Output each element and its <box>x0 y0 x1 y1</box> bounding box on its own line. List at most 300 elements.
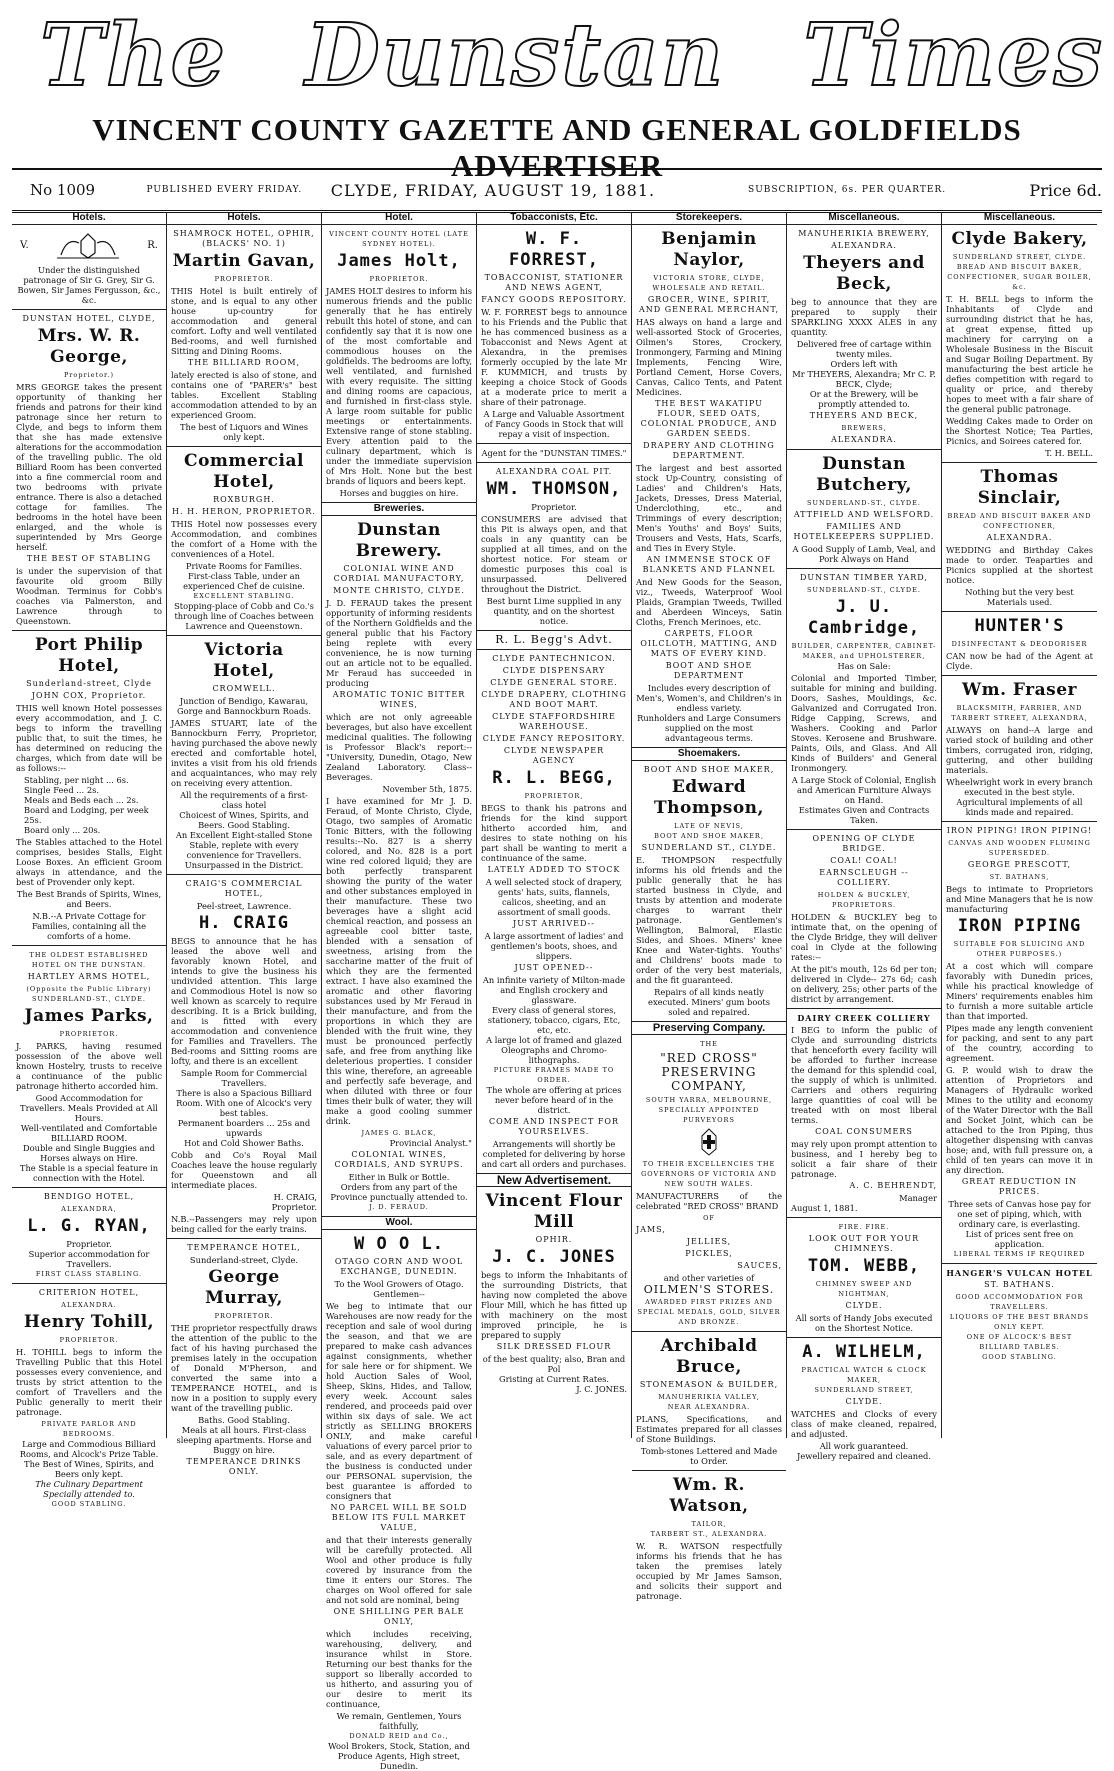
business-description: BREAD AND BISCUIT BAKER AND CONFECTIONER, <box>947 512 1092 530</box>
advert-subheading: COME AND INSPECT FOR YOURSELVES. <box>489 1117 619 1136</box>
store-name: CLYDE GENERAL STORE. <box>490 678 618 687</box>
hotel-address: (Opposite the Public Library) SUNDERLAND-ST., CLYDE. <box>26 985 152 1003</box>
advert-line: Well-ventilated and Comfortable BILLIARD ROOM. <box>20 1123 158 1143</box>
advert-signature: JAMES G. BLACK, <box>361 1129 437 1137</box>
hotel-name: BENDIGO HOTEL, <box>43 1192 135 1201</box>
advert-line: Wheelwright work in every branch executed in the best style. <box>946 777 1093 797</box>
advert-line: Good Accommodation for Travellers. Meals Provided at All Hours. <box>20 1093 158 1123</box>
business-name: Edward Thompson, <box>654 777 764 818</box>
advert-line: Jewellery repaired and cleaned. <box>797 1451 931 1461</box>
tariff-item: Single Feed ... 2s. <box>24 785 99 795</box>
advert-body: HOLDEN & BUCKLEY beg to intimate that, on the opening of the Clyde Bridge, they will deliver coal in Clyde at the following rates:-- <box>791 912 937 962</box>
business-address: CLYDE. <box>845 1397 883 1406</box>
advert-signature: T. H. BELL. <box>1045 448 1093 458</box>
hotel-name: HARTLEY ARMS HOTEL, <box>27 972 151 981</box>
advert-body: Colonial and Imported Timber, suitable for mining and building. Doors, Sashes, Mouldings, &c. Galvanized and Corrugated Iron. Ridge Capping, Screws, and Washers. Cooking and Parlor Stoves. Kerosene and Brushware. Paints, Oils, and Glass. And All Kinds of Builders' and General Ironmongery. <box>791 673 937 773</box>
advert-line: Horses and buggies on hire. <box>339 488 459 498</box>
divider <box>167 1238 321 1239</box>
advert-line: Wool Brokers, Stock, Station, and Produce Agents, High street, Dunedin. <box>328 1741 470 1771</box>
business-name: Wm. R. Watson, <box>669 1475 749 1516</box>
advert-body: We beg to intimate that our Warehouses are now ready for the reception and sale of wool during the season, and that we are prepared to make cash advances against consignments, whether for sale here or for shipment. We hold Auction Sales of Wool, Sheep, Skins, Hides, and Tallow, every week. Account sales rendered, and proceeds paid over within six days of sale. We act strictly as SELLING BROKERS ONLY, and make careful valuations of every parcel prior to sale, and as every department of the business is conducted under our PERSONAL supervision, the best guarantee is afforded to consigners that <box>326 1301 472 1501</box>
hotel-name: SHAMROCK HOTEL, OPHIR, (BLACKS' NO. 1) <box>173 229 315 248</box>
advert-body: Pipes made any length convenient for packing, and sent to any part of the country, according to agreement. <box>946 1023 1093 1063</box>
advert-body: HAS always on hand a large and well-assorted Stock of Groceries, Oilmen's Stores, Crockery, Ironmongery, Farming and Mining Implements, Fencing Wire, Portland Cement, Horse Covers, Canvas, Calico Tents, and Patent Medicines. <box>636 317 782 397</box>
advert-subheading: JUST ARRIVED-- <box>513 919 595 928</box>
advert-line: Nothing but the very best Materials used. <box>965 587 1074 607</box>
advert-line: LIBERAL TERMS IF REQUIRED <box>953 1250 1086 1258</box>
divider <box>787 568 941 569</box>
advert-subheading: DRAPERY AND CLOTHING DEPARTMENT. <box>643 441 775 460</box>
business-address: ST. BATHANS, <box>989 873 1050 881</box>
advert-line: CANVAS AND WOODEN FLUMING SUPERSEDED. <box>948 839 1091 857</box>
advert-line: Baths. Good Stabling. <box>198 1415 290 1425</box>
divider <box>787 1337 941 1338</box>
business-name: HUNTER'S <box>974 616 1065 636</box>
business-description: BOOT AND SHOE MAKER, <box>654 832 764 840</box>
advert-signature: J. C. JONES. <box>576 1384 627 1394</box>
advert-subheading: COAL! COAL! <box>830 856 898 865</box>
advert-subheading: AN IMMENSE STOCK OF BLANKETS AND FLANNEL <box>642 555 776 574</box>
advert-signature: ALEXANDRA. <box>831 435 897 444</box>
store-name: CLYDE DRAPERY, CLOTHING AND BOOT MART. <box>481 690 627 709</box>
business-description: BUILDER, CARPENTER, CABINET-MAKER, and UPHOLSTERER, <box>791 642 937 660</box>
advert-subheading: OPENING OF CLYDE BRIDGE. <box>812 834 916 853</box>
advert-body: THIS Hotel now possesses every Accommodation, and combines the comfort of a Home with the conveniences of a Hotel. <box>171 519 317 559</box>
advert-body: beg to announce that they are prepared to supply their SPARKLING XXXX ALES in any quantity. <box>791 297 937 337</box>
advert-line: All work guaranteed. <box>819 1441 909 1451</box>
divider <box>477 443 631 444</box>
advert-line: Hot and Cold Shower Baths. <box>184 1138 304 1148</box>
proprietor-name: Martin Gavan, <box>172 251 316 271</box>
hotel-name: TEMPERANCE HOTEL, <box>187 1243 301 1252</box>
advert-body: is under the supervision of that favourite old groom Billy Woodman. Terminus for Cobb's coaches via Palmerston, and Lawrence through to Queenstown. <box>16 566 162 626</box>
advert-line: GOOD ACCOMMODATION FOR TRAVELLERS. <box>955 1293 1084 1311</box>
advert-body: and that their interests generally will be carefully protected. All Wool and other produce is fully covered by insurance from the time it enters our Stores. The charges on Wool offered for sale and not sold are nominal, being <box>326 1535 472 1605</box>
advert-line: Or at the Brewery, will be promptly attended to. <box>809 389 919 409</box>
business-description: STONEMASON & BUILDER, <box>639 1380 779 1389</box>
column-miscellaneous-2 <box>942 212 1097 1438</box>
proprietor-name: J. C. JONES <box>492 1247 616 1267</box>
advert-body: which includes receiving, warehousing, delivery, and insurance whilst in Store. Returning our best thanks for the support so liberally accorded to us hitherto, and assuring you of our desire to merit its continuance, <box>326 1629 472 1709</box>
subscription-rate: SUBSCRIPTION, 6s. PER QUARTER. <box>748 185 947 195</box>
advert-body: And New Goods for the Season, viz., Tweeds, Waterproof Wool Plaids, Grampian Tweeds, Twilled and Aberdeen Winceys, Satin Cloths, French Merinoes, etc. <box>636 577 782 627</box>
advert-line: Arrangements will shortly be completed for delivering by horse and cart all orders and purchases. <box>481 1139 627 1169</box>
hotel-address: CROMWELL. <box>212 684 276 693</box>
advert-signature: Proprietor. <box>271 1202 317 1212</box>
proprietor-label: PROPRIETORS. <box>831 901 897 909</box>
title-word-the: The <box>40 5 228 106</box>
advert-subheading: IRON PIPING! IRON PIPING! <box>946 826 1093 835</box>
issue-number: No 1009 <box>30 181 96 199</box>
advert-line: Runholders and Large Consumers supplied on the most advantageous terms. <box>637 713 781 743</box>
advert-line: The whole are offering at prices never before heard of in the district. <box>486 1085 622 1115</box>
advert-body: E. THOMPSON respectfully informs his old friends and the public generally that he has started business in Clyde, and trusts by attention and moderate charges to warrant their patronage. Gentlemen's Wellington, Balmoral, Elastic Sides, and Shoes. Miners' knee Knee and Water-tights. Youths' and Childrens' boots made to order of the very best materials, and the fit guaranteed. <box>636 855 782 985</box>
hotel-name: Victoria Hotel, <box>204 640 284 681</box>
proprietor-label: PROPRIETOR. <box>369 275 429 283</box>
divider <box>167 635 321 636</box>
crest-r: R. <box>147 240 158 251</box>
column-hotel-brewery-wool <box>322 212 477 1771</box>
divider <box>787 449 941 450</box>
divider <box>12 309 166 310</box>
advert-line: of the best quality; also, Bran and Pol <box>482 1354 626 1374</box>
advert-body: W. R. WATSON respectfully informs his friends that he has taken the premises lately occupied by Mr James Samson, and solicits their support and patronage. <box>636 1541 782 1601</box>
advert-body: N.B.--A Private Cottage for Families, containing all the comforts of a home. <box>31 911 147 941</box>
advert-line: An infinite variety of Milton-made and English crockery and glassware. <box>482 975 626 1005</box>
advert-body: BEGS to thank his patrons and friends for the kind support hitherto accorded him, and desires to state nothing on his part shall be wanting to merit a continuance of the same. <box>481 803 627 863</box>
business-name: MANUHERIKIA BREWERY, <box>798 229 930 238</box>
divider <box>632 1470 786 1471</box>
store-name: CLYDE FANCY REPOSITORY. <box>482 734 626 743</box>
business-address: ALEXANDRA. <box>986 533 1053 542</box>
section-heading: Hotels. <box>12 212 166 225</box>
divider <box>632 1331 786 1332</box>
crest-v: V. <box>20 240 29 251</box>
product-name: IRON PIPING <box>957 916 1082 936</box>
advert-body: MRS GEORGE takes the present opportunity of thanking her friends and patrons for their kind patronage since her return to Clyde, and begs to inform them that she has made extensive alterations for the accommodation of the travelling public. The old Billiard Room has been converted into a fine commercial room and two bedrooms with private entrance. There is also a detached cottage for families. The bedrooms in the hotel have been enlarged, and the whole is superintended by Mrs George herself. <box>16 382 162 552</box>
advert-subheading: FAMILIES AND HOTELKEEPERS SUPPLIED. <box>793 522 935 541</box>
proprietor-name: James Parks, <box>24 1006 154 1026</box>
hotel-address: Sunderland-street, Clyde <box>26 679 152 688</box>
advert-line: Superior accommodation for Travellers. <box>28 1249 150 1269</box>
advert-body: Begs to intimate to Proprietors and Mine Managers that he is now manufacturing <box>946 884 1093 914</box>
tariff-item: Stabling, per night ... 6s. <box>24 775 129 785</box>
advert-body: CAN now be had of the Agent at Clyde. <box>946 651 1093 671</box>
proprietor-name: WM. THOMSON, <box>486 479 622 499</box>
advert-line: Repairs of all kinds neatly executed. Miners' gum boots soled and repaired. <box>648 987 770 1017</box>
divider <box>12 945 166 946</box>
business-name: Vincent Flour Mill <box>485 1191 623 1232</box>
tariff-item: Board only ... 20s. <box>24 825 101 835</box>
proprietor-name: L. G. RYAN, <box>27 1216 151 1236</box>
advert-line: Three sets of Canvas hose pay for one set of piping, which, with ordinary care, is everlasting. <box>948 1199 1091 1229</box>
advert-line: Sample Room for Commercial Travellers. <box>180 1068 308 1088</box>
advert-body: I have examined for Mr J. D. Feraud, of Monte Christo, Clyde, Otago, two samples of Aromatic Tonic Bitters, with the following results:--No. 827 is a sherry colored, and No. 828 is a port wine red colored liquid; they are both perfectly transparent showing the purity of the water and other substances employed in their manufacture. These two beverages have a slight acid chemical reaction, and possess an agreeable cool bitter taste, blended with a sensation of sweetness, arising from the saccharine matter of the fruit of which they are the fermented extract. I have also examined the aromatic and other flavoring substances used by Mr Feraud in their manufacture, and from the proportions in which they are blended with the fruit wine, they must be pronounced perfectly safe, and free from anything like deleterious properties. I consider this wine, therefore, an agreeable and perfectly safe beverage, and when diluted with three or four times their bulk of water, they will make a good cooling summer drink. <box>326 796 472 1126</box>
advert-line: Stopping-place of Cobb and Co.'s through line of Coaches between Lawrence and Queenstown. <box>174 601 314 631</box>
advert-line: A large assortment of ladies' and gentlemen's boots, shoes, and slippers. <box>484 931 624 961</box>
advert-subheading: THE OLDEST ESTABLISHED HOTEL ON THE DUNSTAN. <box>29 951 149 969</box>
advert-line: Meals at all hours. First-class sleeping apartments. Horse and Buggy on hire. <box>176 1425 312 1455</box>
advert-body: The Stables attached to the Hotel comprises, besides Stalls, Eight Loose Boxes. An efficient Groom always in attendance, and the best of Provender only kept. <box>16 837 162 887</box>
divider <box>942 821 1097 822</box>
divider <box>167 446 321 447</box>
divider <box>477 630 631 631</box>
advert-line: First-class Table, under an experienced Chef de cuisine. <box>183 571 305 591</box>
title-word-times: Times <box>803 5 1104 106</box>
advert-line: Double and Single Buggies and Horses always on Hire. <box>22 1143 156 1163</box>
advert-line: Estimates Given and Contracts Taken. <box>798 805 930 825</box>
title-word-dunstan: Dunstan <box>305 5 726 106</box>
column-storekeepers <box>632 212 787 1601</box>
business-description: BREAD AND BISCUIT BAKER, CONFECTIONER, SUGAR BOILER, &c. <box>947 263 1092 291</box>
hotel-address: ALEXANDRA, <box>61 1205 117 1213</box>
patronage-note: Under the distinguished patronage of Sir G. Grey, Sir G. Bowen, Sir James Fergusson, &c., &c. <box>17 265 161 305</box>
advert-line: Has on Sale: <box>837 661 891 671</box>
advert-body: BEGS to announce that he has leased the above well and favorably known Hotel, and intends to give the business his undivided attention. This large and Commodious Hotel is now so well known as scarcely to require describing. It is a Brick building, and is fitted with every accommodation and convenience for Families and Travellers. The Bed-rooms and Sitting rooms are lofty, and there is an excellent <box>171 936 317 1066</box>
proprietor-name: J. U. Cambridge, <box>807 597 921 638</box>
divider <box>12 1187 166 1188</box>
divider <box>787 829 941 830</box>
proprietor-label: PROPRIETOR, <box>524 792 584 800</box>
advert-body: THIS well known Hotel possesses every accommodation, and J. C. begs to inform the travelling public that, to suit the times, he has determined on reducing the charges, which from date will be as follows:-- <box>16 703 162 773</box>
proprietor-name: H. CRAIG <box>199 913 289 933</box>
proprietor-name: GEORGE PRESCOTT, <box>967 860 1072 869</box>
advert-line: To the Wool Growers of Otago. Gentlemen-- <box>334 1279 464 1299</box>
advert-body: The Best Brands of Spirits, Wines, and Beers. <box>16 889 162 909</box>
business-description: GROCER, WINE, SPIRIT, AND GENERAL MERCHANT, <box>638 295 780 314</box>
advert-line: LIQUORS OF THE BEST BRANDS ONLY KEPT. <box>949 1313 1090 1331</box>
business-description: COLONIAL WINE AND CORDIAL MANUFACTORY, <box>333 564 465 583</box>
advert-line: The Culinary Department Specially attended to. <box>35 1479 143 1499</box>
hotel-name: Commercial Hotel, <box>184 451 304 492</box>
section-heading: Preserving Company. <box>632 1021 786 1035</box>
advert-body: JAMES STUART, late of the Bannockburn Ferry, Proprietor, having purchased the above newly erected and comfortable hotel, invites a visit from his old friends and acquaintances, who may rely on receiving every attention. <box>171 718 318 788</box>
advert-line: SUITABLE FOR SLUICING AND OTHER PURPOSES.) <box>953 940 1086 958</box>
advert-line: Junction of Bendigo, Kawarau, Gorge and Bannockburn Roads. <box>176 696 312 716</box>
advert-body: W. F. FORREST begs to announce to his Friends and the Public that he has commenced business as a Tobacconist and News Agent at Alexandra, in the premises formerly occupied by the late Mr F. KUMMICH, and trusts by keeping a choice Stock of Goods at a moderate price to merit a share of their patronage. <box>481 307 627 407</box>
advert-line: Orders from any part of the Province punctually attended to. <box>330 1182 468 1202</box>
advert-line: AWARDED FIRST PRIZES AND SPECIAL MEDALS, GOLD, SILVER AND BRONZE. <box>637 1298 781 1326</box>
business-address: TARBERT STREET, ALEXANDRA, <box>951 714 1088 722</box>
advert-body: CONSUMERS are advised that this Pit is always open, and that coals in any quantity can be supplied at all times, and on the shortest notice. For steam or domestic purposes this coal is unsurpassed. Delivered throughout the District. <box>481 514 627 594</box>
advert-line: A Large Stock of Colonial, English and American Furniture Always on Hand. <box>791 775 937 805</box>
section-heading: Tobacconists, Etc. <box>477 212 631 225</box>
advert-body: H. TOHILL begs to inform the Travelling Public that this Hotel possesses every convenience, and trusts by strict attention to the comfort of Travellers and the Public generally to merit their patronage. <box>16 1347 162 1417</box>
advert-subheading: BOOT AND SHOE DEPARTMENT <box>665 661 753 680</box>
section-heading: Hotels. <box>167 212 321 225</box>
proprietor-name: R. L. BEGG, <box>492 768 616 788</box>
advert-line: Large and Commodious Billiard Rooms, and Alcock's Prize Table. <box>19 1439 159 1459</box>
section-heading: Wool. <box>322 1216 476 1230</box>
product-item: SAUCES, <box>737 1261 782 1270</box>
business-description: TAILOR, <box>691 1520 727 1528</box>
advert-subheading: FIRE. FIRE. <box>838 1223 890 1231</box>
columns <box>12 212 1102 1771</box>
royal-crest <box>16 229 162 263</box>
advert-body: Cobb and Co's Royal Mail Coaches leave the house regularly for Queenstown and all intermediate places. <box>171 1150 317 1190</box>
business-description: BLACKSMITH, FARRIER, AND <box>956 704 1083 712</box>
business-description: LATE OF NEVIS, <box>674 822 744 830</box>
advert-line: Includes every description of Men's, Women's, and Children's in endless variety. <box>636 683 782 713</box>
hotel-address: Sunderland-street, Clyde. <box>189 1255 299 1265</box>
business-description: SPECIALLY APPOINTED PURVEYORS <box>658 1106 760 1124</box>
advert-signature: A. C. BEHRENDT, <box>849 1181 937 1190</box>
advert-line: OF <box>703 1214 715 1222</box>
advert-line: A Large and Valuable Assortment of Fancy Goods in Stock that will repay a visit of inspection. <box>483 409 625 439</box>
advert-body: N.B.--Passengers may rely upon being called for the early trains. <box>171 1214 317 1234</box>
advert-line: A Good Supply of Lamb, Veal, and Pork Always on Hand <box>792 544 936 564</box>
advert-body: At the pit's mouth, 12s 6d per ton; delivered in Clyde-- 27s 6d; cash on delivery, 25s; other parts of the district by arrangement. <box>791 964 937 1004</box>
advert-subheading: LATELY ADDED TO STOCK <box>487 865 621 874</box>
advert-line: All the requirements of a first-class hotel <box>180 790 308 810</box>
store-name: CLYDE STAFFORDSHIRE WAREHOUSE. <box>492 712 616 731</box>
divider <box>167 874 321 875</box>
proprietor-name: James Holt, <box>337 251 461 271</box>
advert-signature: J. D. FERAUD. <box>369 1203 429 1211</box>
advert-line: Agent for the "DUNSTAN TIMES." <box>481 448 627 458</box>
proprietor-name: H. H. HERON, PROPRIETOR. <box>172 507 316 516</box>
advert-line: Orders left with <box>830 359 898 369</box>
advert-line: Tomb-stones Lettered and Made to Order. <box>640 1446 778 1466</box>
advert-subheading: NO PARCEL WILL BE SOLD BELOW ITS FULL MARKET VALUE, <box>330 1503 468 1532</box>
advert-line: GOOD STABLING. <box>51 1500 127 1508</box>
business-address: MANUHERIKIA VALLEY, <box>658 1393 760 1401</box>
advert-line: Gristing at Current Rates. <box>498 1374 610 1384</box>
store-name: CLYDE DISPENSARY <box>502 666 606 675</box>
product-item: JELLIES, <box>686 1237 732 1246</box>
tariff-item: Meals and Beds each ... 2s. <box>24 795 139 805</box>
advert-body: G. P. would wish to draw the attention of Proprietors and Managers of Hydraulic worked Mines to the utility and economy of the Water Director with the Ball and Socket Joint, which can be attached to the Iron Piping, thus altogether dispensing with canvas hose; and, with full pressure on, a child of ten years can move it in any direction. <box>946 1065 1093 1175</box>
business-address: SUNDERLAND STREET, <box>814 1386 914 1394</box>
business-description: CHIMNEY SWEEP AND NIGHTMAN, <box>815 1280 913 1298</box>
section-heading: Hotel. <box>322 212 476 225</box>
column-tobacconists <box>477 212 632 1438</box>
advert-body: which are not only agreeable beverages, but also have excellent medicinal qualities. The following is Professor Black's report:-- "University, Dunedin, Otago, New Zealand Laboratory. Class--Beverages. <box>326 712 472 782</box>
divider <box>477 462 631 463</box>
column-hotels-2 <box>167 212 322 1476</box>
section-heading: Shoemakers. <box>632 747 786 761</box>
advert-body: J. D. FERAUD takes the present opportunity of informing residents of the Northern Goldfields and the general public that his Factory being replete with every convenience, he is now turning out an article not to be equalled. Mr Feraud has succeeded in producing <box>326 598 472 688</box>
advert-signature: Manager <box>899 1193 937 1203</box>
business-address: NEAR ALEXANDRA. <box>667 1403 751 1411</box>
business-address: TARBERT ST., ALEXANDRA. <box>650 1530 768 1538</box>
divider <box>942 462 1097 463</box>
business-name: Theyers and Beck, <box>803 253 925 294</box>
advert-subheading: THE BEST OF STABLING <box>26 554 152 563</box>
divider <box>477 649 631 650</box>
advert-body: The largest and best assorted stock Up-Country, consisting of Ladies' and Children's Hats, Jackets, Dresses, Dress Material, Underclothing, etc., and Trimmings of every description; Men's Youths' and Boys' Suits, Trousers and Vests, Hats, Scarfs, and Ties in Every Style. <box>636 463 782 553</box>
business-description: FANCY GOODS REPOSITORY. <box>481 295 627 304</box>
hotel-address: ST. BATHANS. <box>984 1280 1055 1289</box>
advert-subheading: AROMATIC TONIC BITTER WINES, <box>332 690 466 709</box>
section-heading: Storekeepers. <box>632 212 786 225</box>
section-heading: New Advertisement. <box>477 1173 631 1187</box>
business-address: VICTORIA STORE, CLYDE, <box>653 274 765 282</box>
advert-line: and other varieties of <box>663 1273 755 1283</box>
advert-body: begs to inform the Inhabitants of the surrounding Districts, that having now completed the above Flour Mill, which he has fitted up with machinery on the most improved principle, he is prepared to supply <box>481 1270 627 1340</box>
business-name: Benjamin Naylor, <box>661 229 757 270</box>
advert-line: All sorts of Handy Jobs executed on the Shortest Notice. <box>795 1313 933 1333</box>
business-address: ALEXANDRA. <box>831 241 897 250</box>
business-name: A. WILHELM, <box>802 1342 926 1362</box>
advert-line: FIRST CLASS STABLING. <box>35 1270 143 1278</box>
advert-line: Delivered free of cartage within twenty miles. <box>796 339 932 359</box>
advert-line: The Stable is a special feature in connection with the Hotel. <box>19 1163 159 1183</box>
proprietor-label: PROPRIETOR. <box>59 1030 119 1038</box>
proprietor-label: Proprietor. <box>66 1239 112 1249</box>
proprietor-label: PROPRIETOR. <box>214 1312 274 1320</box>
tariff-list <box>16 775 162 835</box>
tariff-item: Board and Lodging, per week 25s. <box>24 805 149 825</box>
business-name: W O O L. <box>354 1234 444 1254</box>
advert-line: Mr THEYERS, Alexandra; Mr C. P. BECK, Clyde; <box>792 369 936 389</box>
hotel-name: HANGER'S VULCAN HOTEL <box>946 1268 1093 1278</box>
business-name: ALEXANDRA COAL PIT. <box>495 467 613 476</box>
masthead <box>0 0 1114 183</box>
advert-line: THE <box>700 1040 718 1048</box>
advert-line: An Excellent Eight-stalled Stone Stable, replete with every convenience for Travellers. Unsurpassed in the District. <box>175 830 313 870</box>
dateline <box>12 168 1102 213</box>
business-description: DISINFECTANT & DEODORISER <box>951 640 1088 648</box>
advert-line: List of prices sent free on application. <box>965 1229 1074 1249</box>
business-description: TOBACCONIST, STATIONER AND NEWS AGENT, <box>484 273 624 292</box>
advert-line: There is also a Spacious Billiard Room. With one of Alcock's very best tables. <box>176 1088 312 1118</box>
proprietor-label: PROPRIETOR. <box>59 1336 119 1344</box>
business-address: OPHIR. <box>535 1235 573 1244</box>
business-name: DUNSTAN TIMBER YARD, <box>800 573 928 582</box>
advert-line: TO THEIR EXCELLENCIES THE GOVERNORS OF VICTORIA AND NEW SOUTH WALES. <box>641 1160 777 1188</box>
proprietor-label: Proprietor. <box>531 502 577 512</box>
red-cross-emblem-icon <box>679 1127 739 1157</box>
hotel-address: Peel-street, Lawrence. <box>196 901 292 911</box>
newspaper-subtitle: VINCENT COUNTY GAZETTE AND GENERAL GOLDFIELDS ADVERTISER <box>92 112 1022 183</box>
advert-line: PICTURE FRAMES MADE TO ORDER. <box>493 1066 615 1084</box>
advert-line: TEMPERANCE DRINKS ONLY. <box>186 1457 302 1476</box>
hotel-name: CRITERION HOTEL, <box>38 1288 140 1297</box>
hotel-name: Port Philip Hotel, <box>34 635 144 676</box>
advert-subheading: OILMEN'S STORES. <box>643 1283 775 1296</box>
coat-of-arms-icon <box>53 231 123 261</box>
business-name: Thomas Sinclair, <box>977 467 1062 508</box>
advert-line: A large lot of framed and glazed Oleographs and Chromo-lithographs. <box>486 1035 622 1065</box>
business-address: MONTE CHRISTO, CLYDE. <box>333 586 465 595</box>
column-miscellaneous-1 <box>787 212 942 1461</box>
advert-body: may rely upon prompt attention to business, and I hereby beg to solicit a fair share of their patronage. <box>791 1139 937 1179</box>
advert-line: We remain, Gentlemen, Yours faithfully, <box>336 1711 462 1731</box>
advert-line: The Best of Wines, Spirits, and Beers only kept. <box>24 1459 154 1479</box>
proprietor-name: George Murray, <box>205 1267 283 1308</box>
advert-line: PRIVATE PARLOR AND BEDROOMS. <box>41 1420 137 1438</box>
advert-subheading: THE BEST WAKATIPU FLOUR, SEED OATS, COLONIAL PRODUCE, AND GARDEN SEEDS. <box>640 399 778 438</box>
divider <box>942 675 1097 676</box>
publication-frequency: PUBLISHED EVERY FRIDAY. <box>146 185 303 195</box>
advert-line: Permanent boarders ... 25s and upwards <box>177 1118 311 1138</box>
advert-line: Choicest of Wines, Spirits, and Beers. Good Stabling. <box>179 810 309 830</box>
newspaper-title <box>0 6 1114 106</box>
advert-body: WEDDING and Birthday Cakes made to order. Teaparties and Picnics supplied at the shortest notice. <box>946 545 1093 585</box>
business-name: Dunstan Butchery, <box>816 454 912 495</box>
advert-signature: BREWERS, <box>841 424 887 432</box>
business-address: SUNDERLAND ST., CLYDE. <box>641 843 777 852</box>
advert-subheading: COAL CONSUMERS <box>815 1127 913 1136</box>
store-name: CLYDE PANTECHNICON. <box>492 654 616 663</box>
business-name: Archibald Bruce, <box>660 1336 758 1377</box>
hotel-name: CRAIG'S COMMERCIAL HOTEL, <box>185 879 303 898</box>
advert-signature: THEYERS AND BECK, <box>809 411 919 420</box>
hotel-name: VINCENT COUNTY HOTEL (LATE SYDNEY HOTEL). <box>329 230 469 248</box>
advert-line: EXCELLENT STABLING. <box>193 592 295 600</box>
issue-price: Price 6d. <box>1029 180 1102 200</box>
divider <box>787 1217 941 1218</box>
advert-subheading: CARPETS, FLOOR OILCLOTH, MATTING, AND MATS OF EVERY KIND. <box>640 629 778 658</box>
business-address: SUNDERLAND-ST., CLYDE. <box>807 586 921 594</box>
section-heading: Miscellaneous. <box>787 212 941 225</box>
business-address: CLYDE. <box>845 1301 883 1310</box>
advert-body: T. H. BELL begs to inform the Inhabitants of Clyde and surrounding district that he has, at great expense, fitted up machinery for carrying on a Wholesale Business in the Biscuit and Sugar Boiling Department. By manufacturing the best article he defies competition with regard to quality or price, and thereby hopes to meet with a fair share of the general public patronage. <box>946 294 1093 414</box>
advert-line: Best burnt Lime supplied in any quantity, and on the shortest notice. <box>486 596 622 626</box>
product-item: JAMS, <box>636 1225 666 1234</box>
business-description: BOOT AND SHOE MAKER, <box>643 765 775 774</box>
advert-line: Either in Bulk or Bottle. <box>348 1172 450 1182</box>
advert-body: ALWAYS on hand--A large and varied stock of building and other timbers, corrugated iron, ridging, guttering, and other building materials. <box>946 725 1093 775</box>
hotel-address: ALEXANDRA. <box>61 1301 117 1309</box>
business-description: WHOLESALE AND RETAIL. <box>652 284 766 292</box>
advert-subheading: ONE SHILLING PER BALE ONLY, <box>333 1607 465 1626</box>
advert-subheading: SILK DRESSED FLOUR <box>496 1342 612 1351</box>
divider <box>12 1283 166 1284</box>
advert-subheading: R. L. Begg's Advt. <box>495 633 613 646</box>
store-name: CLYDE NEWSPAPER AGENCY <box>503 746 605 765</box>
